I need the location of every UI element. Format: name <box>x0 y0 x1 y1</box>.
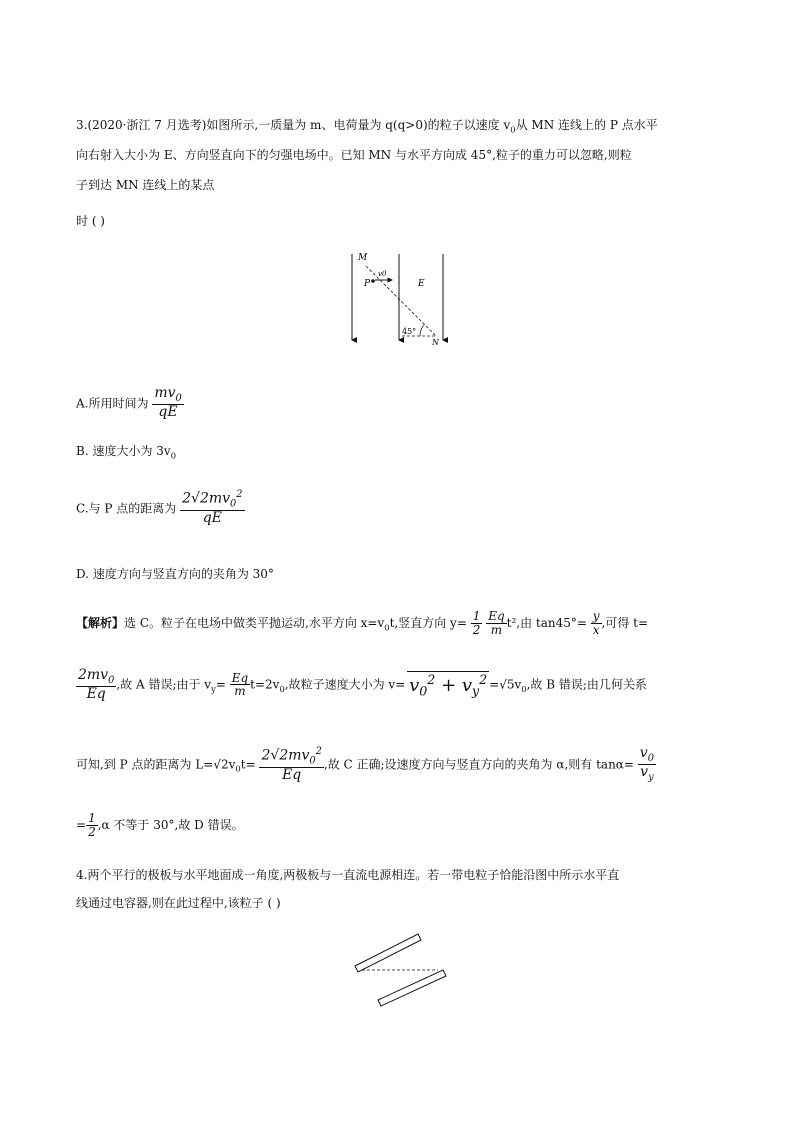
q4-line2: 线通过电容器,则在此过程中,该粒子 ( ) <box>76 896 281 910</box>
solution-line1: 【解析】选 C。粒子在电场中做类平抛运动,水平方向 $x=v_0t$,竖直方向 y= $\frac{1}{2}$ $\frac{Eq}{m}$ t²,由 tan45°= $\frac{y}{x}$ ,可得 t= <box>76 609 649 637</box>
angle-arc <box>420 325 424 336</box>
q3-line4: 时 ( ) <box>76 214 105 228</box>
label-p: P <box>364 279 371 289</box>
solution-line2: $\frac{2mv_0}{Eq}$ ,故 A 错误;由于 $v_y=$ $\frac{Eq}{m}$ $t=2v_0$,故粒子速度大小为 $v= v_0^2 + v_y^2 =√5v_0$,故 B 错误;由几何关系 <box>78 667 647 703</box>
field-diagram <box>340 248 460 348</box>
mn-line <box>366 266 436 336</box>
option-a: A.所用时间为 $\frac{mv_0}{qE}$ <box>76 385 182 421</box>
label-angle: 45° <box>402 327 417 336</box>
capacitor-diagram <box>350 930 450 1012</box>
q3-line1: 3.(2020·浙江 7 月选考)如图所示,一质量为 m、电荷量为 q(q>0)的粒子以速度 $v_0$从 MN 连线上的 P 点水平 <box>76 118 658 135</box>
label-n: N <box>432 338 439 347</box>
option-d: D. 速度方向与竖直方向的夹角为 30° <box>76 567 274 581</box>
point-p <box>371 279 375 283</box>
upper-plate <box>355 934 421 972</box>
option-c: C.与 P 点的距离为 $\frac{2√2mv_0^2}{qE}$ <box>76 489 243 526</box>
lower-plate <box>378 970 446 1006</box>
q3-line2: 向右射入大小为 E、方向竖直向下的匀强电场中。已知 MN 与水平方向成 45°,粒子的重力可以忽略,则粒 <box>76 148 632 162</box>
label-m: M <box>358 253 368 263</box>
solution-line3: 可知,到 P 点的距离为 $L=√2v_0t=$ $\frac{2√2mv_0^2}{Eq}$ ,故 C 正确;设速度方向与竖直方向的夹角为 α,则有 tanα= $\frac{v_0}{v_y}$ <box>76 745 654 783</box>
q3-line3: 子到达 MN 连线上的某点 <box>76 178 215 192</box>
solution-line4: = $\frac{1}{2}$ ,α 不等于 30°,故 D 错误。 <box>76 811 244 839</box>
option-b: B. 速度大小为 $3v_0$ <box>76 444 177 461</box>
q4-line1: 4.两个平行的极板与水平地面成一角度,两极板与一直流电源相连。若一带电粒子恰能沿图中所示水平直 <box>76 868 620 882</box>
label-e: E <box>418 279 425 289</box>
label-v0: v0 <box>378 270 387 278</box>
